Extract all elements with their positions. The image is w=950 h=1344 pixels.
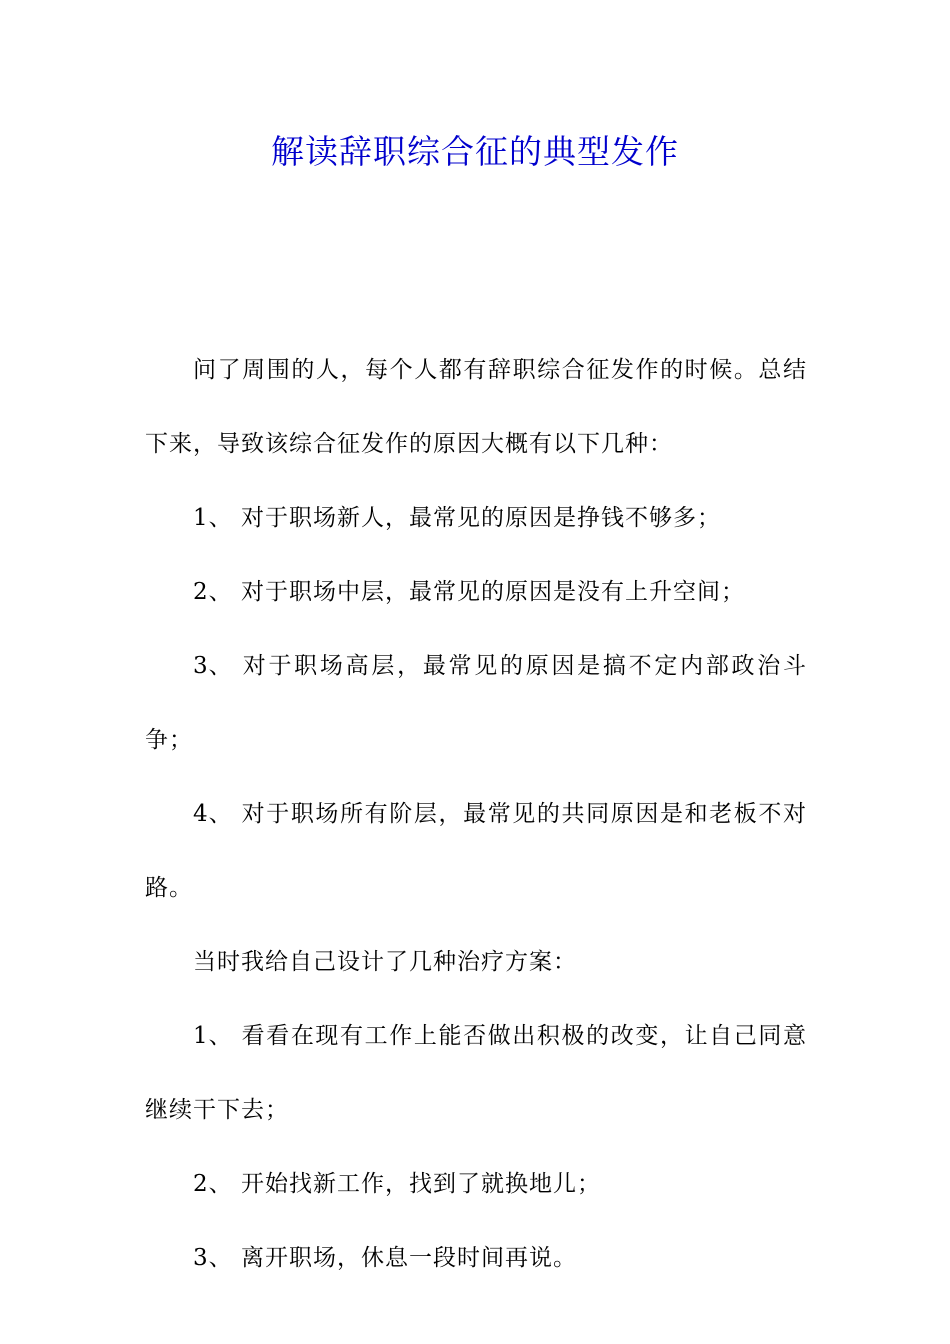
list-item-text: 对于职场新人，最常见的原因是挣钱不够多； [241,505,721,531]
list-item-text: 对于职场高层，最常见的原因是搞不定内部政治斗争； [145,653,807,753]
intro-paragraph: 问了周围的人，每个人都有辞职综合征发作的时候。总结下来，导致该综合征发作的原因大概有以下几种： [145,357,807,457]
list-item-text: 开始找新工作，找到了就换地儿； [241,1171,601,1197]
list-number: 2、 [193,1171,233,1197]
list-number: 1、 [193,1023,233,1049]
document-body [145,333,807,1295]
plan-item-3 [145,1221,807,1295]
reason-item-2 [145,555,807,629]
plan-item-1 [145,999,807,1147]
list-number: 4、 [193,801,233,827]
list-item-text: 对于职场中层，最常见的原因是没有上升空间； [241,579,745,605]
plan-intro-paragraph: 当时我给自己设计了几种治疗方案： [193,949,577,975]
list-item-text: 离开职场，休息一段时间再说。 [241,1245,577,1271]
list-item-text: 看看在现有工作上能否做出积极的改变，让自己同意继续干下去； [145,1023,807,1123]
reason-item-3 [145,629,807,777]
list-number: 2、 [193,579,233,605]
reason-item-1 [145,481,807,555]
list-number: 3、 [193,653,233,679]
plan-item-2 [145,1147,807,1221]
list-number: 1、 [193,505,233,531]
list-item-text: 对于职场所有阶层，最常见的共同原因是和老板不对路。 [145,801,807,901]
document-title: 解读辞职综合征的典型发作 [271,132,679,171]
list-number: 3、 [193,1245,233,1271]
reason-item-4 [145,777,807,925]
